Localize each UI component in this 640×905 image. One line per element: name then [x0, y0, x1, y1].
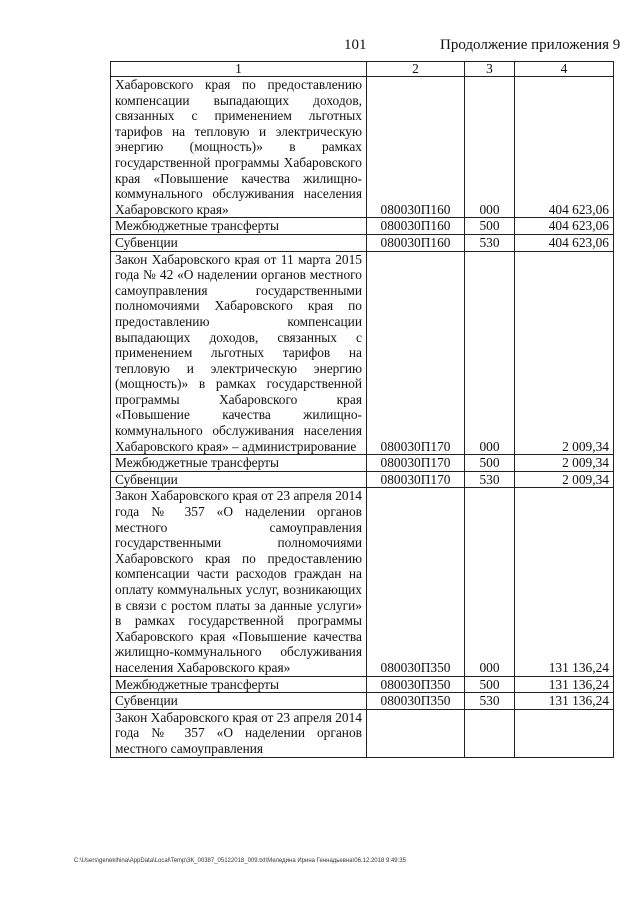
- table-row: [111, 234, 614, 251]
- row-amount: 2 009,34: [515, 455, 614, 472]
- row-expense-type: 500: [465, 676, 515, 693]
- column-header: 4: [515, 62, 614, 77]
- table-row: [111, 676, 614, 693]
- table-row: [111, 488, 614, 676]
- row-amount: 131 136,24: [515, 693, 614, 710]
- row-description: Закон Хабаровского края от 23 апреля 2014 года № 357 «О наделении органов местного самоуправления: [111, 709, 367, 757]
- row-target-code: 080030П350: [367, 488, 465, 676]
- row-description: Субвенции: [111, 693, 367, 710]
- row-amount: 404 623,06: [515, 234, 614, 251]
- row-expense-type: 530: [465, 234, 515, 251]
- row-description: Межбюджетные трансферты: [111, 455, 367, 472]
- row-target-code: 080030П170: [367, 471, 465, 488]
- row-description: Межбюджетные трансферты: [111, 676, 367, 693]
- column-header: 1: [111, 62, 367, 77]
- column-header: 3: [465, 62, 515, 77]
- column-header: 2: [367, 62, 465, 77]
- row-description: Закон Хабаровского края от 23 апреля 2014 года № 357 «О наделении органов местного самоуправления государственными полномочиями Хабаровского края по предоставлению компенсации части расходов граждан на оплату коммунальных услуг, возникающих в связи с ростом платы за данные услуги» в рамках государственной программы Хабаровского края «Повышение качества жилищно-коммунального обслуживания населения Хабаровского края»: [111, 488, 367, 676]
- continuation-label: Продолжение приложения 9: [440, 37, 621, 53]
- table-row: [111, 77, 614, 218]
- row-description: Межбюджетные трансферты: [111, 218, 367, 235]
- row-target-code: 080030П170: [367, 455, 465, 472]
- row-target-code: [367, 709, 465, 757]
- row-description: Хабаровского края по предоставлению компенсации выпадающих доходов, связанных с применением льготных тарифов на тепловую и электрическую энергию (мощность)» в рамках государственной программы Хабаровского края «Повышение качества жилищно-коммунального обслуживания населения Хабаровского края»: [111, 77, 367, 218]
- row-amount: 131 136,24: [515, 676, 614, 693]
- row-expense-type: 000: [465, 251, 515, 455]
- row-amount: 404 623,06: [515, 77, 614, 218]
- table-row: [111, 455, 614, 472]
- row-description: Субвенции: [111, 234, 367, 251]
- footer-file-path: C:\Users\geneklhina\AppData\Local\Temp\ЗК_00387_05122018_009.txt\Меледина Ирина Геннадьевна\06.12.2018 9:49:35: [74, 858, 406, 864]
- row-expense-type: 500: [465, 218, 515, 235]
- row-description: Субвенции: [111, 471, 367, 488]
- budget-table: [110, 61, 614, 758]
- table-row: [111, 218, 614, 235]
- table-header-row: [111, 62, 614, 77]
- row-target-code: 080030П160: [367, 234, 465, 251]
- table-row: [111, 471, 614, 488]
- row-expense-type: 530: [465, 471, 515, 488]
- row-amount: 2 009,34: [515, 471, 614, 488]
- table-row: [111, 251, 614, 455]
- row-expense-type: 530: [465, 693, 515, 710]
- table-row: [111, 693, 614, 710]
- row-expense-type: [465, 709, 515, 757]
- table-row: [111, 709, 614, 757]
- row-target-code: 080030П350: [367, 693, 465, 710]
- row-amount: 404 623,06: [515, 218, 614, 235]
- page-number: 101: [344, 37, 367, 53]
- row-amount: 2 009,34: [515, 251, 614, 455]
- row-target-code: 080030П350: [367, 676, 465, 693]
- row-target-code: 080030П160: [367, 77, 465, 218]
- row-target-code: 080030П170: [367, 251, 465, 455]
- row-expense-type: 000: [465, 77, 515, 218]
- row-description: Закон Хабаровского края от 11 марта 2015 года № 42 «О наделении органов местного самоуправления государственными полномочиями Хабаровского края по предоставлению компенсации выпадающих доходов, связанных с применением льготных тарифов на тепловую и электрическую энергию (мощность)» в рамках государственной программы Хабаровского края «Повышение качества жилищно-коммунального обслуживания населения Хабаровского края» – администрирование: [111, 251, 367, 455]
- row-expense-type: 000: [465, 488, 515, 676]
- row-amount: [515, 709, 614, 757]
- row-expense-type: 500: [465, 455, 515, 472]
- row-target-code: 080030П160: [367, 218, 465, 235]
- row-amount: 131 136,24: [515, 488, 614, 676]
